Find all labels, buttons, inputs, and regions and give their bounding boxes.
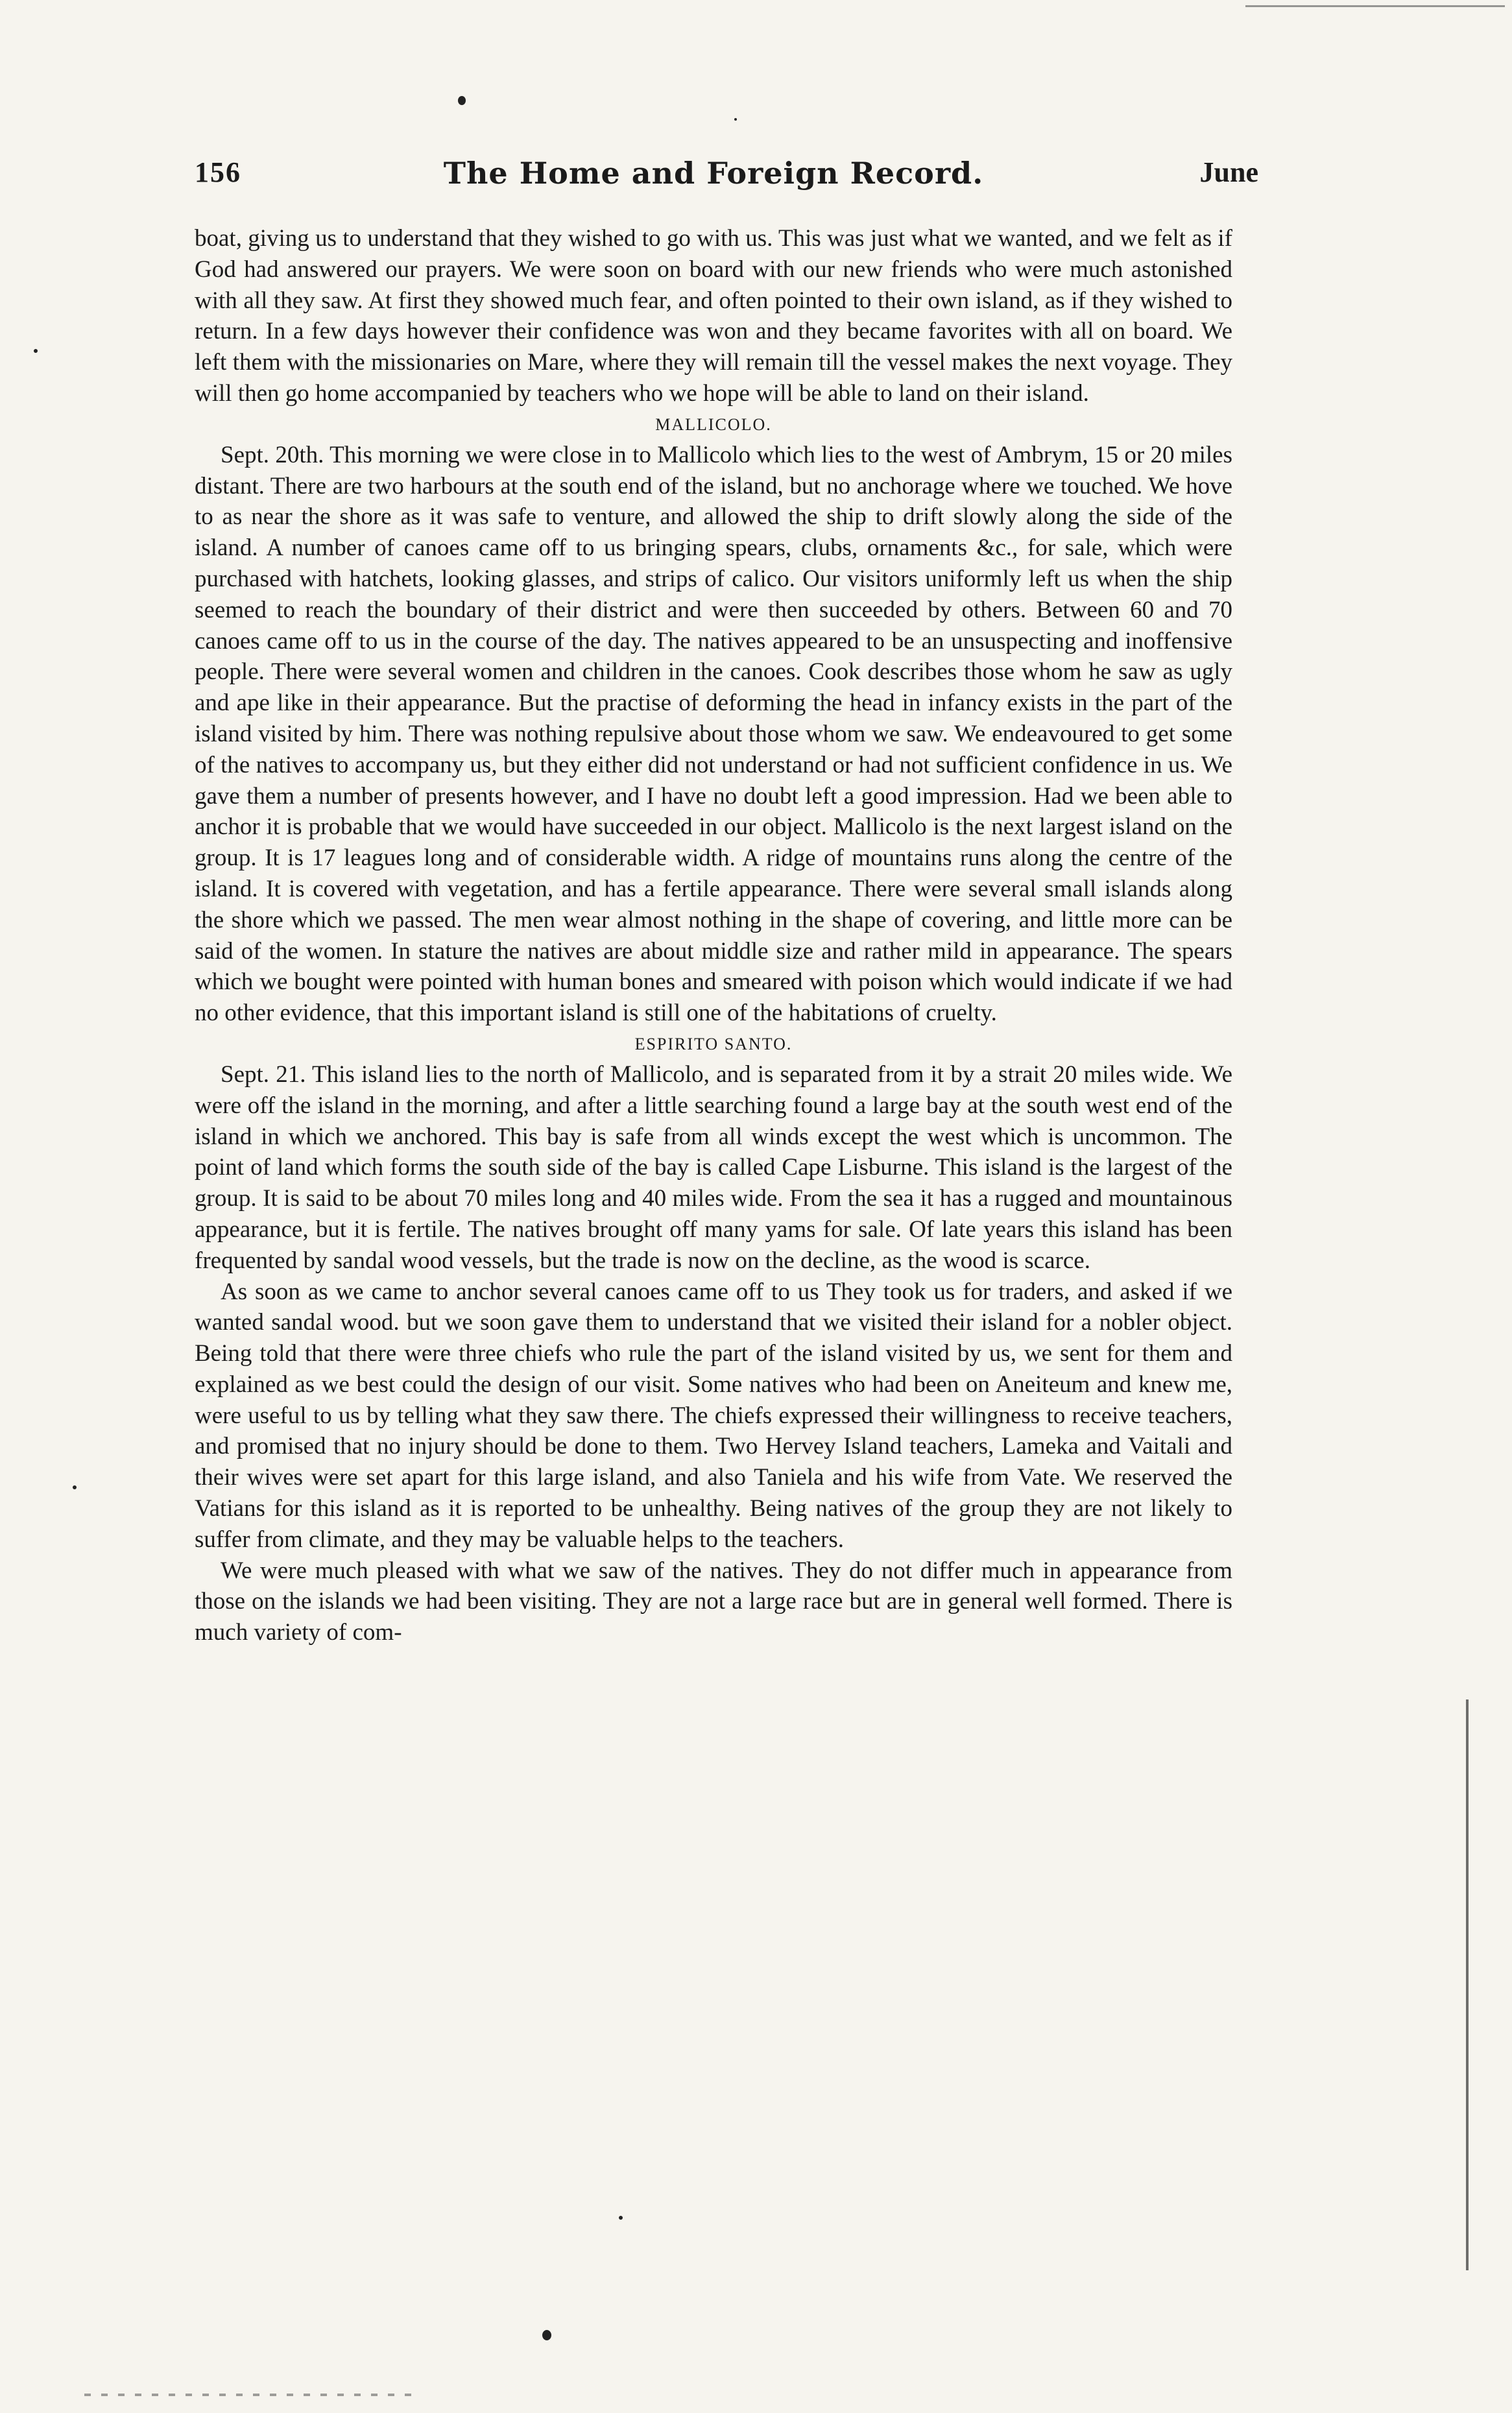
article-body [195,223,1232,1648]
paragraph-mallicolo: Sept. 20th. This morning we were close in to Mallicolo which lies to the west of Ambrym, 15 or 20 miles distant. There are two harbours at the south end of the island, but no anchorage where we touched. We hove to as near the shore as it was safe to venture, and allowed the ship to drift slowly along the side of the island. A number of canoes came off to us bringing spears, clubs, ornaments &c., for sale, which were purchased with hatchets, looking glasses, and strips of calico. Our visitors uniformly left us when the ship seemed to reach the boundary of their district and were then succeeded by others. Between 60 and 70 canoes came off to us in the course of the day. The natives appeared to be an unsuspecting and inoffensive people. There were several women and children in the canoes. Cook describes those whom he saw as ugly and ape like in their appearance. But the practise of deforming the head in infancy exists in the part of the island visited by him. There was nothing repulsive about those whom we saw. We endeavoured to get some of the natives to accompany us, but they either did not understand or had not sufficient confidence in us. We gave them a number of presents however, and I have no doubt left a good impression. Had we been able to anchor it is probable that we would have succeeded in our object. Mallicolo is the next largest island on the group. It is 17 leagues long and of considerable width. A ridge of mountains runs along the centre of the island. It is covered with vegetation, and has a fertile appearance. There were several small islands along the shore which we passed. The men wear almost nothing in the shape of covering, and little more can be said of the women. In stature the natives are about middle size and rather mild in appearance. The spears which we bought were pointed with human bones and smeared with poison which would indicate if we had no other evidence, that this important island is still one of the habitations of cruelty. [195,441,1232,1027]
paragraph-anchor: As soon as we came to anchor several canoes came off to us They took us for traders, and asked if we wanted sandal wood. but we soon gave them to understand that we visited their island for a nobler object. Being told that there were three chiefs who rule the part of the island visited by us, we sent for them and explained as we best could the design of our visit. Some natives who had been on Aneiteum and knew me, were useful to us by telling what they saw there. The chiefs expressed their willingness to receive teachers, and promised that no injury should be done to them. Two Hervey Island teachers, Lameka and Vaitali and their wives were set apart for this large island, and also Taniela and his wife from Vate. We reserved the Vatians for this island as it is reported to be unhealthy. Being natives of the group they are not likely to suffer from climate, and they may be valuable helps to the teachers. [195,1278,1232,1553]
ink-speck [34,349,38,353]
scan-mark-top [1245,5,1505,7]
ink-speck [734,118,737,121]
section-heading-mallicolo: MALLICOLO. [655,414,772,434]
page-edge-line [1466,1699,1469,2270]
paragraph-natives: We were much pleased with what we saw of the natives. They do not differ much in appearance from those on the islands we had been visiting. They are not a large race but are in general well formed. There is much variety of com- [195,1557,1232,1646]
issue-month: June [1199,156,1258,188]
ink-speck [542,2330,551,2340]
paragraph-espirito-santo: Sept. 21. This island lies to the north of Mallicolo, and is separated from it by a strait 20 miles wide. We were off the island in the morning, and after a little searching found a large bay at the south west end of the island in which we anchored. This bay is safe from all winds except the west which is uncommon. The point of land which forms the south side of the bay is called Cape Lisburne. This island is the largest of the group. It is said to be about 70 miles long and 40 miles wide. From the sea it has a rugged and mountainous appearance, but it is fertile. The natives brought off many yams for sale. Of late years this island has been frequented by sandal wood vessels, but the trade is now on the decline, as the wood is scarce. [195,1061,1232,1274]
section-heading-espirito-santo: ESPIRITO SANTO. [634,1034,793,1053]
page-header [195,156,1258,201]
scan-noise-bottom [84,2394,422,2396]
paragraph-boat: boat, giving us to understand that they wished to go with us. This was just what we wanted, and we felt as if God had answered our prayers. We were soon on board with our new friends who were much astonished with all they saw. At first they showed much fear, and often pointed to their own island, as if they wished to return. In a few days however their confidence was won and they became favorites with all on board. We left them with the missionaries on Mare, where they will remain till the vessel makes the next voyage. They will then go home accompanied by teachers who we hope will be able to land on their island. [195,225,1232,407]
ink-speck [619,2216,623,2220]
running-title: The Home and Foreign Record. [443,156,984,191]
page-number: 156 [195,156,241,188]
ink-speck [458,96,466,105]
ink-speck [73,1485,77,1489]
